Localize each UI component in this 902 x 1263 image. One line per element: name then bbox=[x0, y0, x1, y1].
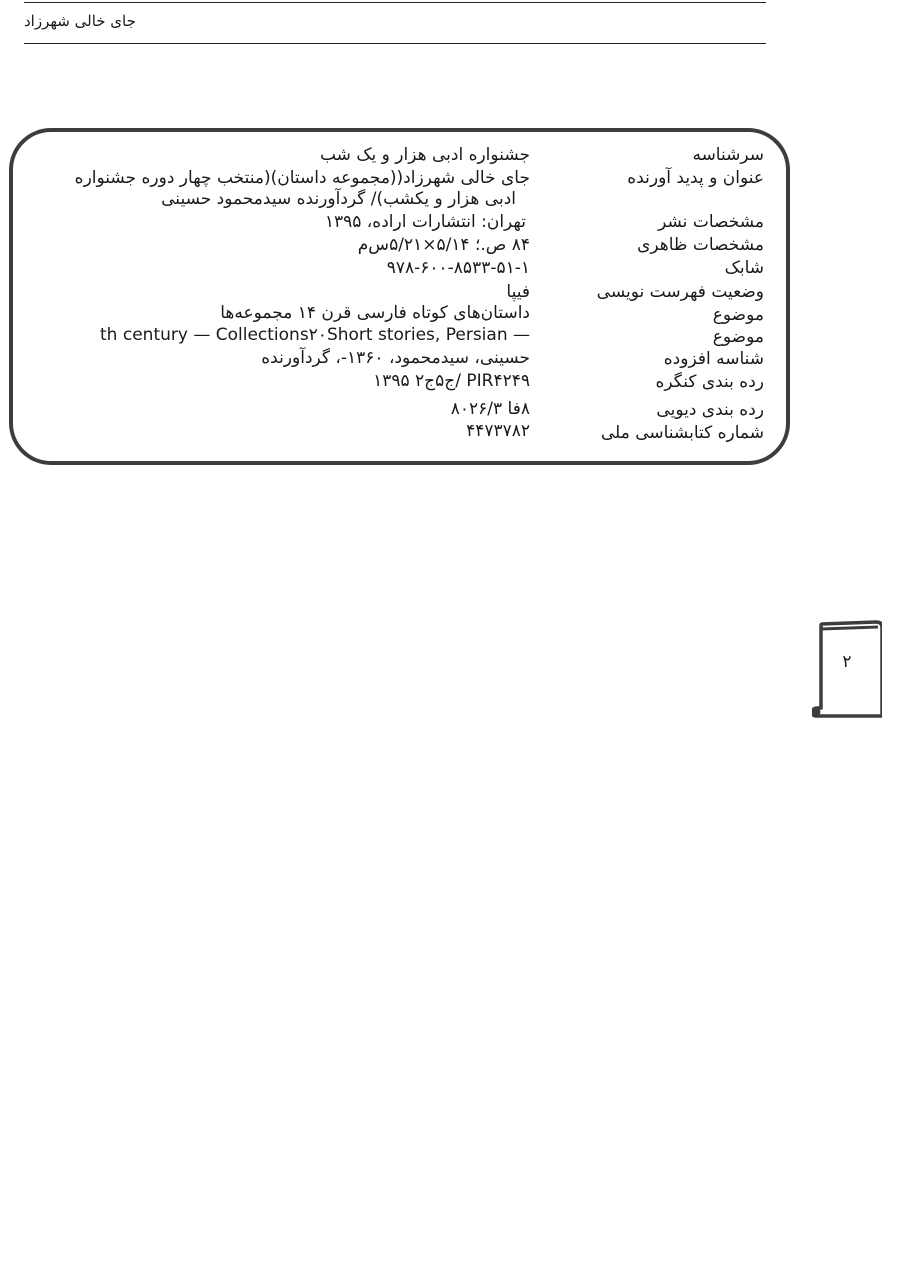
label-dewey-class: رده بندی دیویی bbox=[656, 400, 764, 420]
value-subject-en: th century — Collections۲۰Short stories, Persian — bbox=[100, 325, 530, 345]
label-subject-1: موضوع bbox=[712, 305, 764, 325]
running-head-title: جای خالی شهرزاد bbox=[24, 12, 136, 30]
label-isbn: شابک bbox=[724, 258, 764, 278]
value-added-entry: حسینی، سیدمحمود، ۱۳۶۰-، گردآورنده bbox=[261, 348, 530, 368]
label-physical: مشخصات ظاهری bbox=[637, 235, 764, 255]
label-publication: مشخصات نشر bbox=[658, 212, 764, 232]
value-main-entry: جشنواره ادبی هزار و یک شب bbox=[319, 145, 530, 165]
label-lc-class: رده بندی کنگره bbox=[655, 372, 764, 392]
value-isbn: ۹۷۸-۶۰۰-۸۵۳۳-۵۱-۱ bbox=[386, 258, 530, 278]
label-subject-2: موضوع bbox=[712, 327, 764, 347]
value-lc-class: PIR۴۲۴۹ /ج۵ج۲ ۱۳۹۵ bbox=[373, 371, 530, 391]
value-physical: ۸۴ ص.؛ ۵/۱۴×۵/۲۱س‌م bbox=[357, 235, 530, 255]
header-rule-top bbox=[24, 2, 766, 3]
value-dewey-class: ۸فا ۸۰۲۶/۳ bbox=[450, 399, 530, 419]
label-main-entry: سرشناسه bbox=[692, 145, 764, 165]
page-number: ۲ bbox=[842, 652, 852, 672]
value-subject-fa: داستان‌های کوتاه فارسی قرن ۱۴ مجموعه‌ها bbox=[220, 303, 530, 323]
label-title-author: عنوان و پدید آورنده bbox=[627, 168, 764, 188]
value-cataloging-status: فیپا bbox=[506, 282, 530, 302]
value-title-line-1: جای خالی شهرزاد((مجموعه داستان)(منتخب چهار دوره جشنواره bbox=[74, 168, 530, 188]
label-cataloging-status: وضعیت فهرست نویسی bbox=[596, 282, 764, 302]
label-national-biblio: شماره کتابشناسی ملی bbox=[600, 423, 764, 443]
label-added-entry: شناسه افزوده bbox=[663, 349, 764, 369]
value-publication: تهران: انتشارات اراده، ۱۳۹۵ bbox=[324, 212, 526, 232]
value-national-biblio: ۴۴۷۳۷۸۲ bbox=[466, 421, 530, 441]
header-rule-bottom bbox=[24, 43, 766, 44]
value-title-line-2: ادبی هزار و یکشب)/ گردآورنده سیدمحمود حسینی bbox=[161, 189, 516, 209]
